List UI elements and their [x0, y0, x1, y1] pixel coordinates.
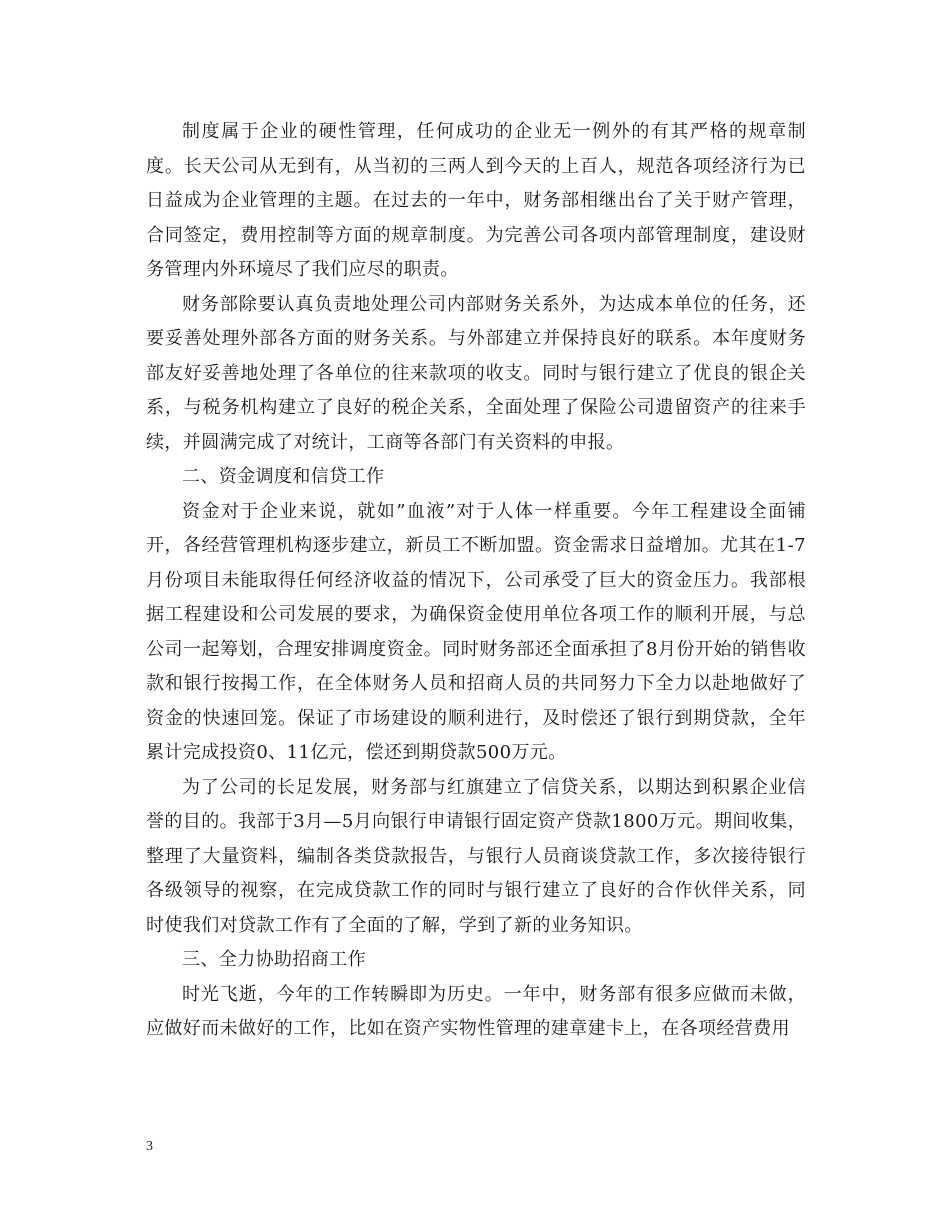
document-body	[146, 115, 806, 1047]
paragraph-regulations: 制度属于企业的硬性管理，任何成功的企业无一例外的有其严格的规章制度。长天公司从无到有，从当初的三两人到今天的上百人，规范各项经济行为已日益成为企业管理的主题。在过去的一年中，财务部相继出台了关于财产管理，合同签定，费用控制等方面的规章制度。为完善公司各项内部管理制度，建设财务管理内外环境尽了我们应尽的职责。	[146, 121, 806, 280]
page-number: 3	[146, 1139, 153, 1154]
paragraph-funds: 资金对于企业来说，就如”血液”对于人体一样重要。今年工程建设全面铺开，各经营管理机构逐步建立，新员工不断加盟。资金需求日益增加。尤其在1-7月份项目未能取得任何经济收益的情况下，公司承受了巨大的资金压力。我部根据工程建设和公司发展的要求，为确保资金使用单位各项工作的顺利开展，与总公司一起筹划，合理安排调度资金。同时财务部还全面承担了8月份开始的销售收款和银行按揭工作，在全体财务人员和招商人员的共同努力下全力以赴地做好了资金的快速回笼。保证了市场建设的顺利进行，及时偿还了银行到期贷款，全年累计完成投资0、11亿元，偿还到期贷款500万元。	[146, 500, 806, 763]
section-heading-investment: 三、全力协助招商工作	[182, 949, 366, 970]
section-heading-funds: 二、资金调度和信贷工作	[182, 466, 385, 487]
paragraph-credit: 为了公司的长足发展，财务部与红旗建立了信贷关系，以期达到积累企业信誉的目的。我部于3月—5月向银行申请银行固定资产贷款1800万元。期间收集，整理了大量资料，编制各类贷款报告，与银行人员商谈贷款工作，多次接待银行各级领导的视察，在完成贷款工作的同时与银行建立了良好的合作伙伴关系，同时使我们对贷款工作有了全面的了解，学到了新的业务知识。	[146, 776, 806, 936]
paragraph-external-relations: 财务部除要认真负责地处理公司内部财务关系外，为达成本单位的任务，还要妥善处理外部各方面的财务关系。与外部建立并保持良好的联系。本年度财务部友好妥善地处理了各单位的往来款项的收支。同时与银行建立了优良的银企关系，与税务机构建立了良好的税企关系，全面处理了保险公司遗留资产的往来手续，并圆满完成了对统计，工商等各部门有关资料的申报。	[146, 293, 806, 453]
paragraph-summary: 时光飞逝，今年的工作转瞬即为历史。一年中，财务部有很多应做而未做，应做好而未做好的工作，比如在资产实物性管理的建章建卡上，在各项经营费用	[146, 983, 806, 1039]
